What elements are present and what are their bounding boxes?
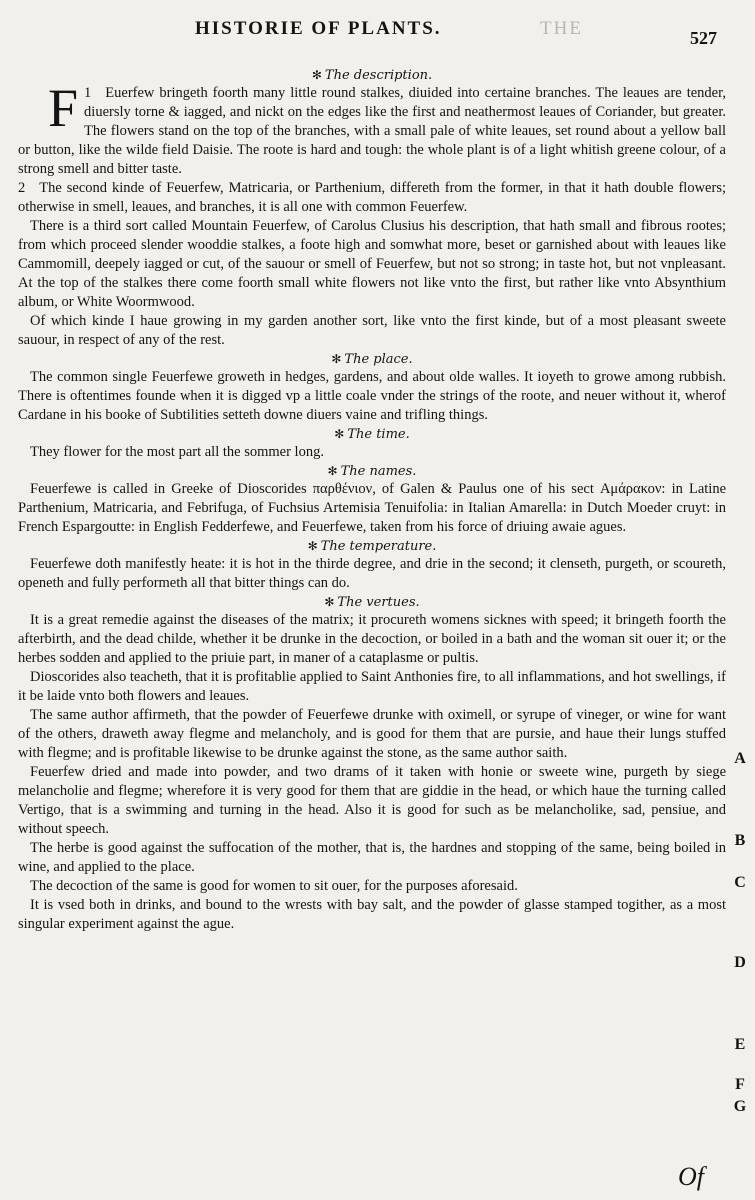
fleuron-icon: ✻ bbox=[334, 427, 345, 441]
show-through-text: THE bbox=[540, 18, 583, 39]
margin-letter-e: E bbox=[734, 1036, 746, 1053]
fleuron-icon: ✻ bbox=[307, 539, 318, 553]
item-number: 2 bbox=[18, 180, 26, 196]
paragraph-time: They flower for the most part all the sommer long. bbox=[30, 444, 324, 460]
paragraph-description-4: Of which kinde I haue growing in my garden another sort, like vnto the first kinde, but of a most pleasant sweete sauour, in respect of any of the rest. bbox=[18, 313, 726, 348]
page-number: 527 bbox=[690, 28, 717, 48]
paragraph-vertue-c: The same author affirmeth, that the powder of Feuerfewe drunke with oximell, or syrupe of vineger, or wine for want of the others, draweth away flegme and melancholy, and is good for them that are pursie, and haue their lungs stuffed with flegme; and is profitable likewise to be drunke against the stone, as the same author saith. bbox=[18, 707, 726, 761]
margin-letter-b: B bbox=[734, 832, 746, 849]
margin-letter-c: C bbox=[734, 874, 746, 891]
fleuron-icon: ✻ bbox=[327, 464, 338, 478]
section-heading-time: ✻ The time. bbox=[334, 427, 410, 442]
paragraph-names: Feuerfewe is called in Greeke of Dioscorides παρθένιον, of Galen & Paulus one of his sect Αμάρακον: in Latine Parthenium, Matricaria, and Febrifuga, of Fuchsius Artemisia Tenuifolia: in Italian Amarella: in Dutch Moeder cruyt: in French Espargoutte: in English Fedderfewe, and Feuerfewe, taken from his force of driuing awaie agues. bbox=[18, 481, 726, 535]
section-heading-place: ✻ The place. bbox=[331, 352, 413, 367]
paragraph-vertue-b: Dioscorides also teacheth, that it is profitablie applied to Saint Anthonies fire, to all inflammations, and hot swellings, if it be laide vnto both flowers and leaues. bbox=[18, 669, 726, 704]
running-header bbox=[0, 14, 755, 48]
fleuron-icon: ✻ bbox=[324, 595, 335, 609]
section-heading-names: ✻ The names. bbox=[327, 464, 417, 479]
paragraph-temperature: Feuerfewe doth manifestly heate: it is hot in the thirde degree, and drie in the second; it clenseth, purgeth, or scoureth, openeth and fully performeth all that bitter things can do. bbox=[18, 556, 726, 591]
drop-cap: F bbox=[48, 78, 79, 138]
margin-letter-g: G bbox=[733, 1098, 747, 1115]
section-heading-vertues: ✻ The vertues. bbox=[324, 595, 420, 610]
paragraph-place: The common single Feuerfewe groweth in hedges, gardens, and about olde walles. It ioyeth to growe among rubbish. There is oftentimes founde when it is digged vp a little coale vnder the strings of the roote, and neuer without it, wherof Cardane in his booke of Subtilities setteth downe diuers vaine and trifling things. bbox=[18, 369, 726, 423]
section-heading-description: ✻ The description. bbox=[311, 68, 433, 83]
paragraph-description-2: 2 The second kinde of Feuerfew, Matricaria, or Parthenium, differeth from the former, in that it hath double flowers; otherwise in smell, leaues, and branches, it is all one with common Feuerfew. bbox=[18, 180, 726, 215]
paragraph-vertue-a: It is a great remedie against the diseases of the matrix; it procureth womens sicknes with speed; it bringeth foorth the afterbirth, and the dead childe, whether it be drunke in the decoction, or boiled in a bath and the woman sit ouer it; or the herbes sodden and applied to the priuie part, in maner of a cataplasme or pultis. bbox=[18, 612, 726, 666]
section-heading-temperature: ✻ The temperature. bbox=[307, 539, 437, 554]
paragraph-vertue-f: The decoction of the same is good for women to sit ouer, for the purposes aforesaid. bbox=[30, 878, 518, 894]
paragraph-vertue-g: It is vsed both in drinks, and bound to the wrests with bay salt, and the powder of glasse stamped togither, as a most singular experiment against the ague. bbox=[18, 897, 726, 932]
page-title: HISTORIE OF PLANTS. bbox=[195, 18, 442, 39]
margin-letter-a: A bbox=[734, 750, 746, 767]
item-number: 1 bbox=[84, 85, 92, 101]
paragraph-description-1: 1 F Euerfew bringeth foorth many little round stalkes, diuided into certaine branches. The leaues are tender, diuersly torne & iagged, and nickt on the edges like the first and neathermost leaues of Coriander, but greater. The flowers stand on the top of the branches, with a small pale of white leaues, set round about a yellow ball or button, like the wilde field Daisie. The roote is hard and tough: the whole plant is of a light whitish greene colour, of a strong smell and bitter taste. bbox=[18, 78, 726, 177]
margin-letter-f: F bbox=[735, 1076, 745, 1093]
paragraph-vertue-e: The herbe is good against the suffocation of the mother, that is, the hardnes and stopping of the same, being boiled in wine, and applied to the place. bbox=[18, 840, 726, 875]
paragraph-vertue-d: Feuerfew dried and made into powder, and two drams of it taken with honie or sweete wine, purgeth by siege melancholie and flegme; wherefore it is very good for them that are giddie in the head, or which haue the turning called Vertigo, that is a swimming and turning in the head. Also it is good for such as be melancholike, sad, pensiue, and without speech. bbox=[18, 764, 726, 837]
fleuron-icon: ✻ bbox=[331, 352, 342, 366]
catchword: Of bbox=[678, 1162, 704, 1191]
margin-letter-d: D bbox=[734, 954, 746, 971]
fleuron-icon: ✻ bbox=[311, 68, 322, 82]
paragraph-description-3: There is a third sort called Mountain Feuerfew, of Carolus Clusius his description, that hath small and fibrous rootes; from which proceed slender wooddie stalkes, a foote high and somwhat more, beset or garnished about with leaues like Cammomill, deepely iagged or cut, of the sauour or smell of Feuerfew, but not so strong; in taste hot, but not vnpleasant. At the top of the stalkes there come foorth small white flowers not like vnto the first, but rather like vnto Absynthium album, or White Woormwood. bbox=[18, 218, 726, 310]
text-body bbox=[18, 66, 726, 934]
